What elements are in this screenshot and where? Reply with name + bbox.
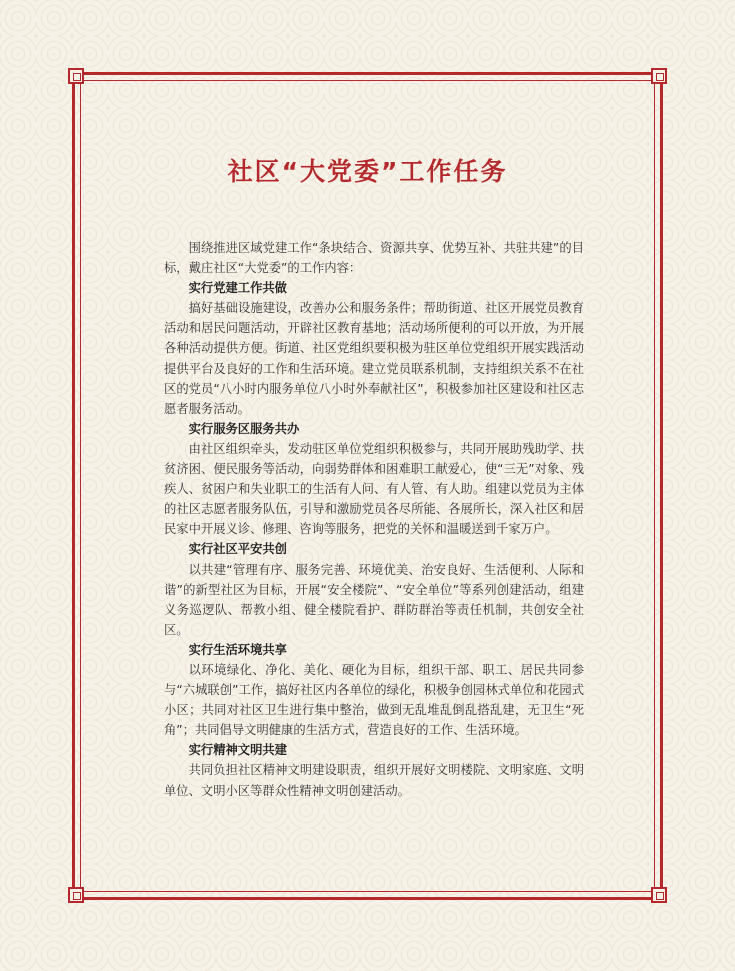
corner-ornament — [68, 887, 84, 903]
corner-ornament — [651, 887, 667, 903]
section-heading: 实行精神文明共建 — [188, 743, 287, 758]
page-title: 社区“大党委”工作任务 — [227, 157, 508, 186]
corner-ornament — [68, 68, 84, 84]
document-body — [164, 238, 584, 801]
section-heading: 实行生活环境共享 — [188, 642, 287, 657]
intro-paragraph: 围绕推进区域党建工作“条块结合、资源共享、优势互补、共驻共建”的目标，戴庄社区“大党委”的工作内容： — [164, 241, 584, 276]
section-body: 以环境绿化、净化、美化、硬化为目标，组织干部、职工、居民共同参与“六城联创”工作，搞好社区内各单位的绿化，积极争创园林式单位和花园式小区；共同对社区卫生进行集中整治，做到无乱堆乱倒乱搭乱建，无卫生“死角”；共同倡导文明健康的生活方式，营造良好的工作、生活环境。 — [164, 662, 584, 738]
section-heading: 实行服务区服务共办 — [188, 421, 300, 436]
section-heading: 实行社区平安共创 — [188, 542, 287, 557]
section-heading: 实行党建工作共做 — [188, 281, 287, 296]
corner-ornament — [651, 68, 667, 84]
section-body: 搞好基础设施建设，改善办公和服务条件；帮助街道、社区开展党员教育活动和居民问题活动，开辟社区教育基地；活动场所便利的可以开放，为开展各种活动提供方便。街道、社区党组织要积极为驻区单位党组织开展实践活动提供平台及良好的工作和生活环境。建立党员联系机制，支持组织关系不在社区的党员“八小时内服务单位八小时外奉献社区”，积极参加社区建设和社区志愿者服务活动。 — [164, 301, 584, 416]
section-body: 共同负担社区精神文明建设职责，组织开展好文明楼院、文明家庭、文明单位、文明小区等群众性精神文明创建活动。 — [164, 763, 584, 798]
section-body: 由社区组织牵头，发动驻区单位党组织积极参与，共同开展助残助学、扶贫济困、便民服务等活动，向弱势群体和困难职工献爱心，使“三无”对象、残疾人、贫困户和失业职工的生活有人问、有人管、有人助。组建以党员为主体的社区志愿者服务队伍，引导和激励党员各尽所能、各展所长，深入社区和居民家中开展义诊、修理、咨询等服务，把党的关怀和温暖送到千家万户。 — [164, 441, 584, 537]
section-body: 以共建“管理有序、服务完善、环境优美、治安良好、生活便利、人际和谐”的新型社区为目标，开展“安全楼院”、“安全单位”等系列创建活动，组建义务巡逻队、帮教小组、健全楼院看护、群防群治等责任机制，共创安全社区。 — [164, 562, 584, 637]
